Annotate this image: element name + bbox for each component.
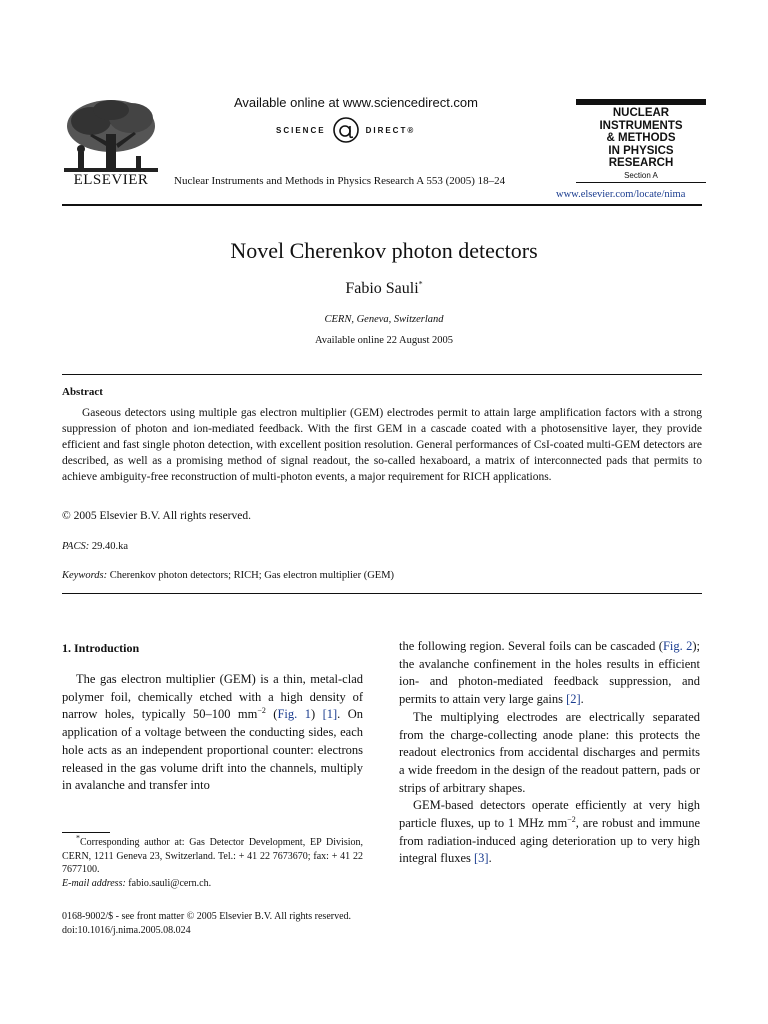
abstract-top-divider	[62, 374, 702, 375]
abstract-heading: Abstract	[62, 386, 103, 398]
author-name-text: Fabio Sauli	[345, 280, 419, 297]
text-run: The gas electron multiplier (GEM) is a thin, metal-clad polymer foil, chemically etched with a high density of narrow holes, typically 50–100 mm	[62, 672, 363, 722]
pacs-value: 29.40.ka	[91, 541, 129, 552]
keywords-value: Cherenkov photon detectors; RICH; Gas electron multiplier (GEM)	[109, 570, 395, 581]
issn-line: 0168-9002/$ - see front matter © 2005 Elsevier B.V. All rights reserved.	[62, 911, 352, 922]
front-matter-meta	[62, 910, 351, 938]
abstract-body: Gaseous detectors using multiple gas electron multiplier (GEM) electrodes permit to attain large amplification factors with a strong suppression of photon and ion-mediated feedback. With the first GEM in a cascade coated with a photosensitive layer, they provide efficient and fast single photon detection, with excellent position resolution. General performances of CsI-coated multi-GEM detectors are described, as well as a promising method of signal readout, the so-called hexaboard, a matrix of interconnected pads that permits to achieve ambiguity-free reconstruction of multi-photon events, a major requirement for RICH applications.	[62, 407, 702, 483]
text-run: . On application of a voltage between the conducting sides, each hole acts as an independent proportional counter: electrons released in the gas volume drift into the channels, multiply in avalanche and transfer into	[62, 707, 363, 793]
footnote-divider	[62, 832, 110, 833]
journal-logo-line: RESEARCH	[608, 157, 674, 169]
journal-url-link[interactable]: www.elsevier.com/locate/nima	[556, 189, 686, 200]
text-run: ); the avalanche confinement in the holes results in efficient ion- and photon-mediated feedback suppression, and permits to attain very large gains	[399, 639, 700, 707]
journal-logo-rule	[576, 182, 706, 183]
at-symbol-icon	[332, 116, 360, 144]
intro-column-right	[399, 638, 700, 868]
text-run: .	[580, 692, 584, 707]
journal-logo-line: IN PHYSICS	[608, 144, 674, 157]
available-online-date: Available online 22 August 2005	[314, 335, 454, 346]
figure-2-link[interactable]: Fig. 2	[662, 639, 693, 653]
journal-citation: Nuclear Instruments and Methods in Physics Research A 553 (2005) 18–24	[174, 175, 506, 187]
pacs-label: PACS:	[62, 541, 90, 552]
text-run: the following region. Several foils can be cascaded (	[399, 639, 663, 653]
keywords-label: Keywords:	[62, 570, 108, 581]
text-run: (	[265, 707, 278, 722]
author-affiliation: CERN, Geneva, Switzerland	[324, 314, 444, 325]
intro-paragraph-left	[62, 671, 363, 795]
sd-left-word: SCIENCE	[276, 125, 326, 135]
right-paragraph-1	[399, 638, 700, 709]
section-heading-introduction: 1. Introduction	[62, 641, 140, 655]
sd-right-word: DIRECT	[365, 125, 408, 135]
footnote-mark: *	[76, 833, 80, 843]
journal-logo	[576, 99, 706, 183]
corresponding-author-footnote	[62, 833, 363, 890]
email-label: E-mail address:	[62, 877, 126, 889]
available-online-banner: Available online at www.sciencedirect.com	[234, 95, 478, 110]
abstract-bottom-divider	[62, 593, 702, 594]
figure-1-link[interactable]: Fig. 1	[277, 707, 311, 722]
reference-2-link[interactable]: [2]	[566, 692, 581, 707]
footnote-text: Corresponding author at: Gas Detector Development, EP Division, CERN, 1211 Geneva 23, Switzerland. Tel.: + 41 22 7673670; fax: + 41 22 7677100.	[62, 837, 363, 875]
sciencedirect-logo	[276, 116, 415, 144]
article-title: Novel Cherenkov photon detectors	[230, 238, 538, 263]
text-run: .	[488, 851, 492, 866]
abstract-copyright: © 2005 Elsevier B.V. All rights reserved.	[62, 510, 251, 522]
registered-mark: ®	[407, 125, 416, 135]
doi-link[interactable]: doi:10.1016/j.nima.2005.08.024	[62, 925, 191, 936]
keywords-line	[62, 570, 394, 581]
author-footnote-mark[interactable]: *	[418, 279, 423, 289]
reference-1-link[interactable]: [1]	[322, 707, 338, 722]
right-paragraph-2: The multiplying electrodes are electrically separated from the charge-collecting anode plane: this protects the readout electronics from accidental discharges and permits a wide freedom in the design of the readout pattern, pads or strips of arbitrary shapes.	[399, 709, 700, 795]
pacs-line	[62, 541, 128, 552]
journal-logo-line: & METHODS	[606, 132, 676, 144]
author-name	[0, 280, 768, 298]
journal-logo-title	[576, 105, 706, 170]
journal-logo-section: Section A	[624, 170, 658, 180]
header-divider	[62, 204, 702, 206]
email-address-link[interactable]: fabio.sauli@cern.ch.	[128, 877, 212, 889]
journal-logo-line: INSTRUMENTS	[599, 119, 683, 132]
text-run: , are robust and immune from radiation-induced aging deterioration up to very high integral fluxes	[399, 816, 700, 866]
right-paragraph-3	[399, 797, 700, 868]
journal-logo-line: NUCLEAR	[612, 107, 670, 119]
text-run: )	[310, 707, 323, 722]
superscript: −2	[257, 706, 266, 716]
reference-3-link[interactable]: [3]	[473, 851, 489, 866]
superscript: −2	[567, 814, 576, 824]
publisher-name: ELSEVIER	[73, 172, 149, 188]
text-run: GEM-based detectors operate efficiently at very high particle fluxes, up to 1 MHz mm	[399, 798, 700, 831]
